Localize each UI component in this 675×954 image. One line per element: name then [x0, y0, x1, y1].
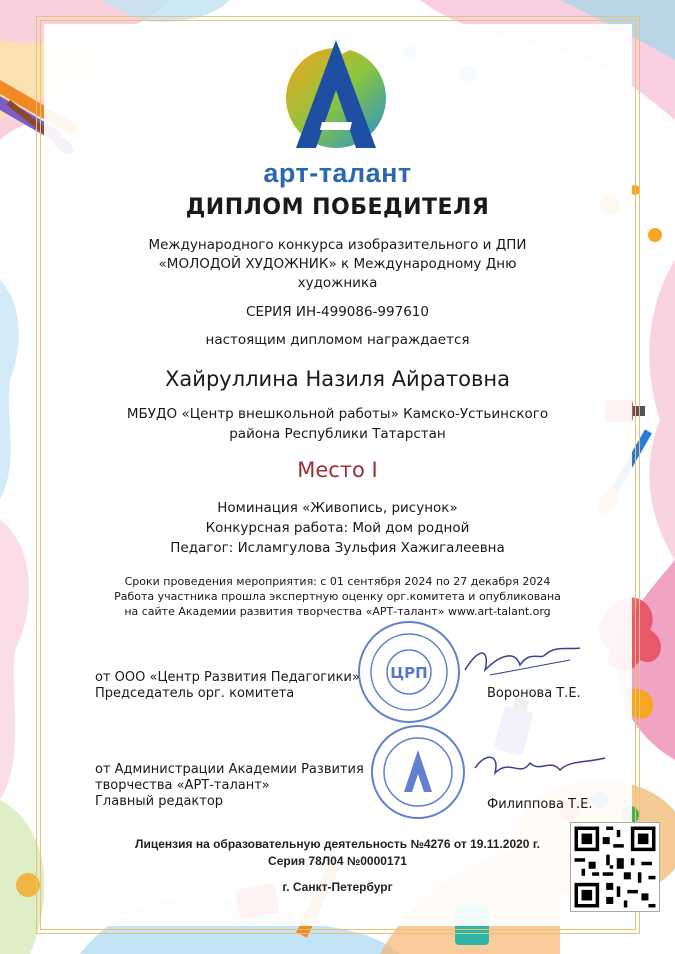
organization-line: района Республики Татарстан [229, 426, 446, 442]
nomination: Номинация «Живопись, рисунок» [217, 500, 458, 516]
info-line: Работа участника прошла экспертную оценку орг.комитета и опубликована [114, 590, 561, 603]
signatory-2-line: от Администрации Академии Развития [95, 762, 364, 777]
contest-line: «МОЛОДОЙ ХУДОЖНИК» к Международному Дню [158, 256, 517, 272]
organization-stamp [355, 618, 463, 726]
license-line: Лицензия на образовательную деятельность №4276 от 19.11.2020 г. [135, 837, 540, 851]
awarded-text: настоящим дипломом награждается [205, 332, 470, 348]
contest-line: художника [297, 275, 378, 291]
signatory-2-title [95, 762, 364, 810]
series-number: СЕРИЯ ИН-499086-997610 [246, 304, 429, 320]
nomination-block [0, 498, 675, 558]
city: г. Санкт-Петербург [282, 880, 393, 894]
contest-line: Международного конкурса изобразительного и ДПИ [148, 237, 527, 253]
signatory-1-name: Воронова Т.Е. [487, 686, 581, 701]
academy-stamp [368, 722, 468, 822]
event-info [0, 574, 675, 619]
place-award: Место I [297, 458, 378, 482]
qr-code[interactable] [570, 822, 660, 912]
signatory-1-line: Председатель орг. комитета [95, 686, 295, 701]
license-series: Серия 78Л04 №0000171 [268, 854, 407, 868]
organization-line: МБУДО «Центр внешкольной работы» Камско-Устьинского [126, 406, 549, 422]
signature-1 [460, 640, 585, 685]
teacher: Педагог: Исламгулова Зульфия Хажигалеевна [170, 540, 505, 556]
winner-name: Хайруллина Назиля Айратовна [165, 367, 510, 391]
signatory-2-line: творчества «АРТ-талант» [95, 778, 270, 793]
signatory-2-name: Филиппова Т.Е. [487, 797, 593, 812]
signature-2 [470, 748, 610, 788]
signatory-2-line: Главный редактор [95, 794, 224, 809]
info-line: на сайте Академии развития творчества «АРТ-талант» www.art-talant.org [124, 605, 551, 618]
contest-description [0, 236, 675, 293]
art-talant-logo-icon [282, 36, 390, 154]
winner-organization [0, 404, 675, 444]
brand-name: арт-талант [263, 158, 412, 188]
stamp-text: ЦРП [390, 664, 428, 682]
competition-work: Конкурсная работа: Мой дом родной [205, 520, 470, 536]
signatory-1-line: от ООО «Центр Развития Педагогики» [95, 670, 360, 685]
info-line: Сроки проведения мероприятия: с 01 сентября 2024 по 27 декабря 2024 [124, 575, 551, 588]
document-title: ДИПЛОМ ПОБЕДИТЕЛЯ [185, 195, 490, 220]
signatory-1-title [95, 670, 360, 702]
